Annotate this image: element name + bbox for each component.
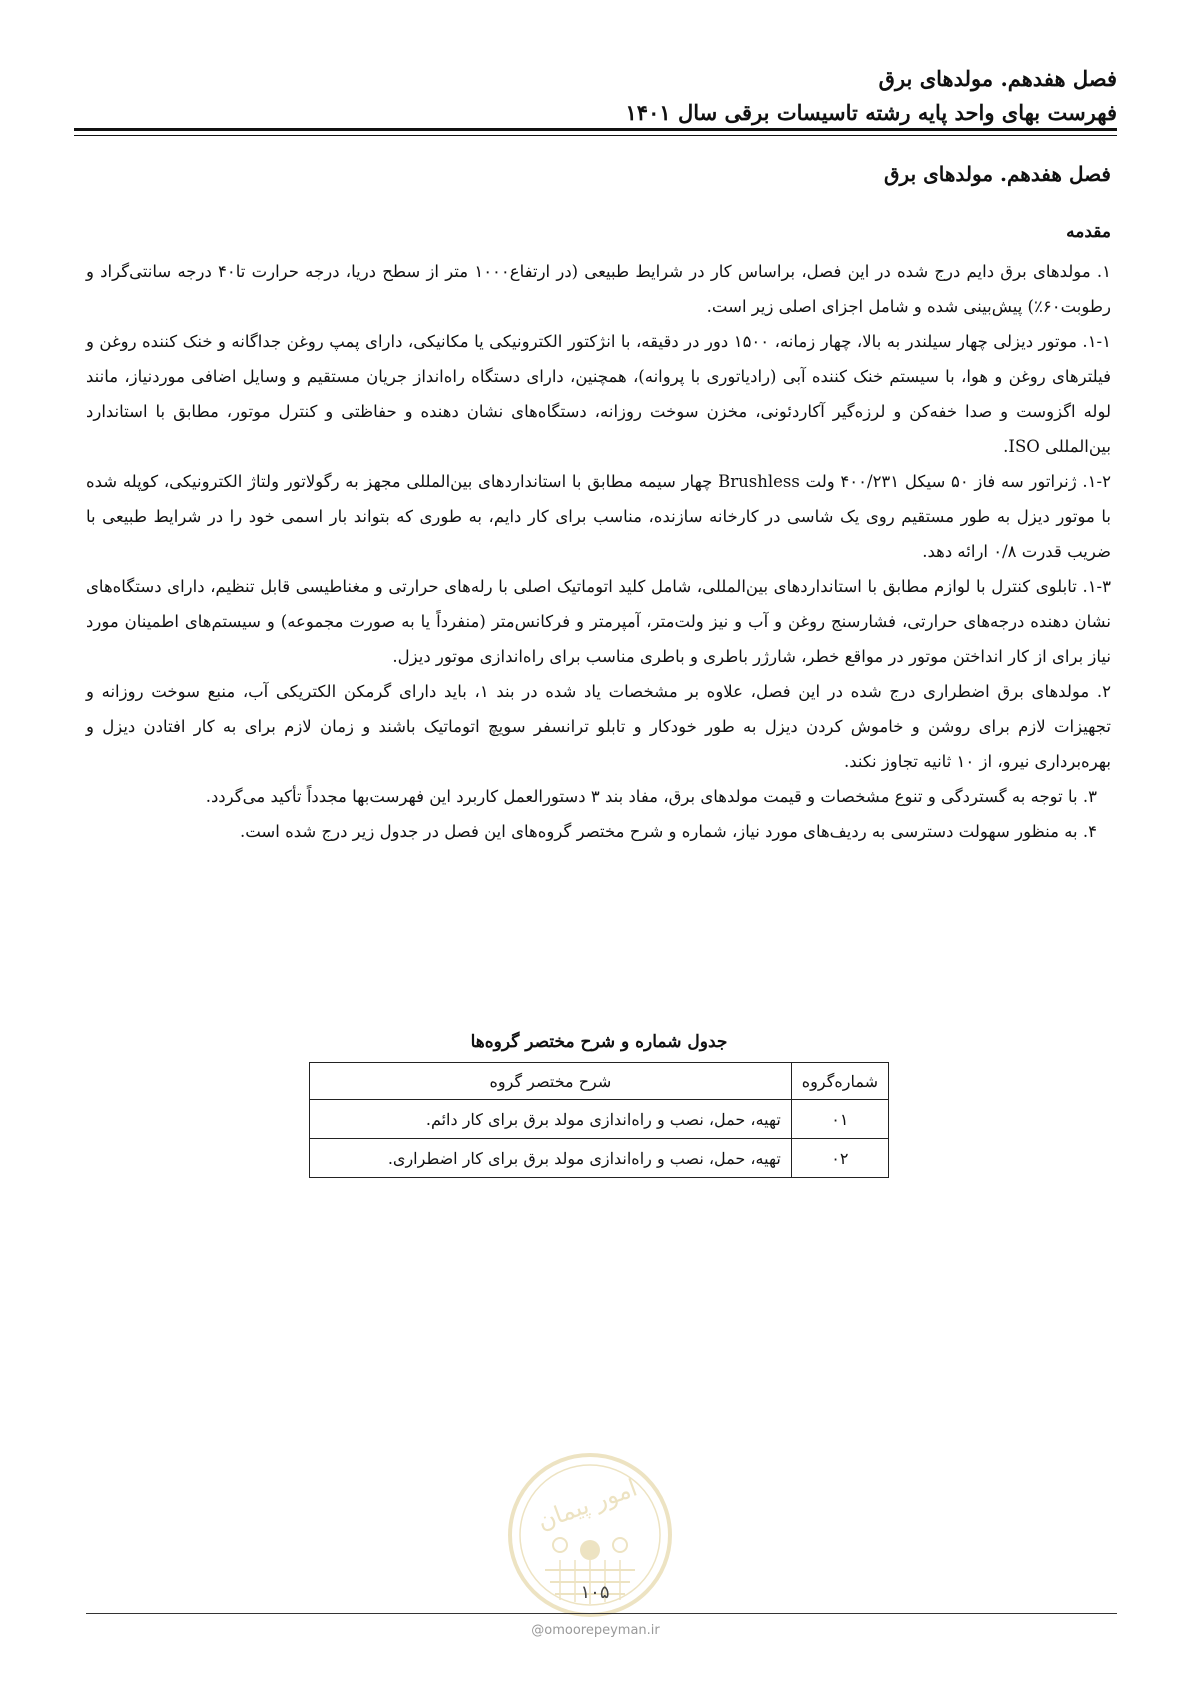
table-caption: جدول شماره و شرح مختصر گروه‌ها [470, 1032, 728, 1052]
watermark-text: امور پیمان [533, 1473, 641, 1536]
paragraph-3: ۳. با توجه به گستردگی و تنوع مشخصات و قیمت مولدهای برق، مفاد بند ۳ دستورالعمل کاربرد این فهرست‌بها مجدداً تأکید می‌گردد. [205, 787, 1097, 806]
header-group-description: شرح مختصر گروه [310, 1063, 792, 1100]
group-number-cell: ۰۱ [791, 1100, 888, 1139]
groups-table [309, 1062, 889, 1178]
site-watermark: @omoorepeyman.ir [531, 1623, 660, 1638]
page-number: ۱۰۵ [580, 1582, 610, 1603]
table-row [310, 1139, 889, 1178]
paragraph-4: ۴. به منظور سهولت دسترسی به ردیف‌های مورد نیاز، شماره و شرح مختصر گروه‌های این فصل در جدول زیر درج شده است. [239, 822, 1097, 841]
page-header [86, 62, 1117, 130]
paragraph-1-2: ۱-۲. ژنراتور سه فاز ۵۰ سیکل ۴۰۰/۲۳۱ ولت Brushless چهار سیمه مطابق با استانداردهای بین‌المللی مجهز به رگولاتور ولتاژ الکترونیکی، کوپله شده با موتور دیزل به طور مستقیم روی یک شاسی در کارخانه سازنده، مناسب برای کار دایم، به طوری که بتواند بار اسمی خود را در شرایط طبیعی با ضریب قدرت ۰/۸ ارائه دهد. [86, 472, 1111, 561]
paragraph-1: ۱. مولدهای برق دایم درج شده در این فصل، براساس کار در شرایط طبیعی (در ارتفاع۱۰۰۰ متر از سطح دریا، درجه حرارت تا۴۰ درجه سانتی‌گراد و رطوبت۶۰٪) پیش‌بینی شده و شامل اجزای اصلی زیر است. [86, 262, 1111, 316]
header-chapter: فصل هفدهم. مولدهای برق [878, 66, 1117, 91]
header-rule-thick [74, 128, 1117, 131]
groups-table-section [309, 1032, 889, 1178]
table-header-row [310, 1063, 889, 1100]
table-row [310, 1100, 889, 1139]
paragraph-2: ۲. مولدهای برق اضطراری درج شده در این فصل، علاوه بر مشخصات یاد شده در بند ۱، باید دارای گرمکن الکتریکی آب، منبع سوخت روزانه و تجهیزات لازم برای روشن و خاموش کردن دیزل به طور خودکار و تابلو ترانسفر سویچ اتوماتیک باشند و زمان لازم برای به کار افتادن دیزل و بهره‌برداری نیرو، از ۱۰ ثانیه تجاوز نکند. [86, 682, 1111, 771]
header-group-number: شماره‌گروه [791, 1063, 888, 1100]
paragraph-1-3: ۱-۳. تابلوی کنترل با لوازم مطابق با استانداردهای بین‌المللی، شامل کلید اتوماتیک اصلی با رله‌های حرارتی و مغناطیسی قابل تنظیم، دارای دستگاه‌های نشان دهنده درجه‌های حرارتی، فشارسنج روغن و آب و نیز ولت‌متر، آمپرمتر و فرکانس‌متر (منفرداً یا به صورت مجموعه) و سیستم‌های اطمینان مورد نیاز برای از کار انداختن موتور در مواقع خطر، شارژر باطری و باطری مناسب برای راه‌اندازی موتور دیزل. [86, 577, 1111, 666]
group-number-cell: ۰۲ [791, 1139, 888, 1178]
intro-title: مقدمه [1066, 222, 1111, 242]
header-catalog-title: فهرست بهای واحد پایه رشته تاسیسات برقی سال ۱۴۰۱ [625, 100, 1117, 125]
group-description-cell: تهیه، حمل، نصب و راه‌اندازی مولد برق برای کار دائم. [310, 1100, 792, 1139]
paragraph-1-1: ۱-۱. موتور دیزلی چهار سیلندر به بالا، چهار زمانه، ۱۵۰۰ دور در دقیقه، با انژکتور الکترونیکی یا مکانیکی، دارای پمپ روغن جداگانه و خنک کننده روغن و فیلترهای روغن و هوا، با سیستم خنک کننده آبی (رادیاتوری با پروانه)، همچنین، دارای دستگاه راه‌انداز جریان مستقیم و وسایل اضافی موردنیاز، مانند لوله اگزوست و صدا خفه‌کن و لرزه‌گیر آکاردئونی، مخزن سوخت روزانه، دستگاه‌های نشان دهنده و حفاظتی و کنترل موتور، مطابق با استاندارد بین‌المللی ISO. [86, 332, 1111, 456]
group-description-cell: تهیه، حمل، نصب و راه‌اندازی مولد برق برای کار اضطراری. [310, 1139, 792, 1178]
header-rule-thin [74, 135, 1117, 136]
footer-rule [86, 1613, 1117, 1614]
main-content [86, 162, 1111, 849]
chapter-title: فصل هفدهم. مولدهای برق [884, 162, 1111, 186]
